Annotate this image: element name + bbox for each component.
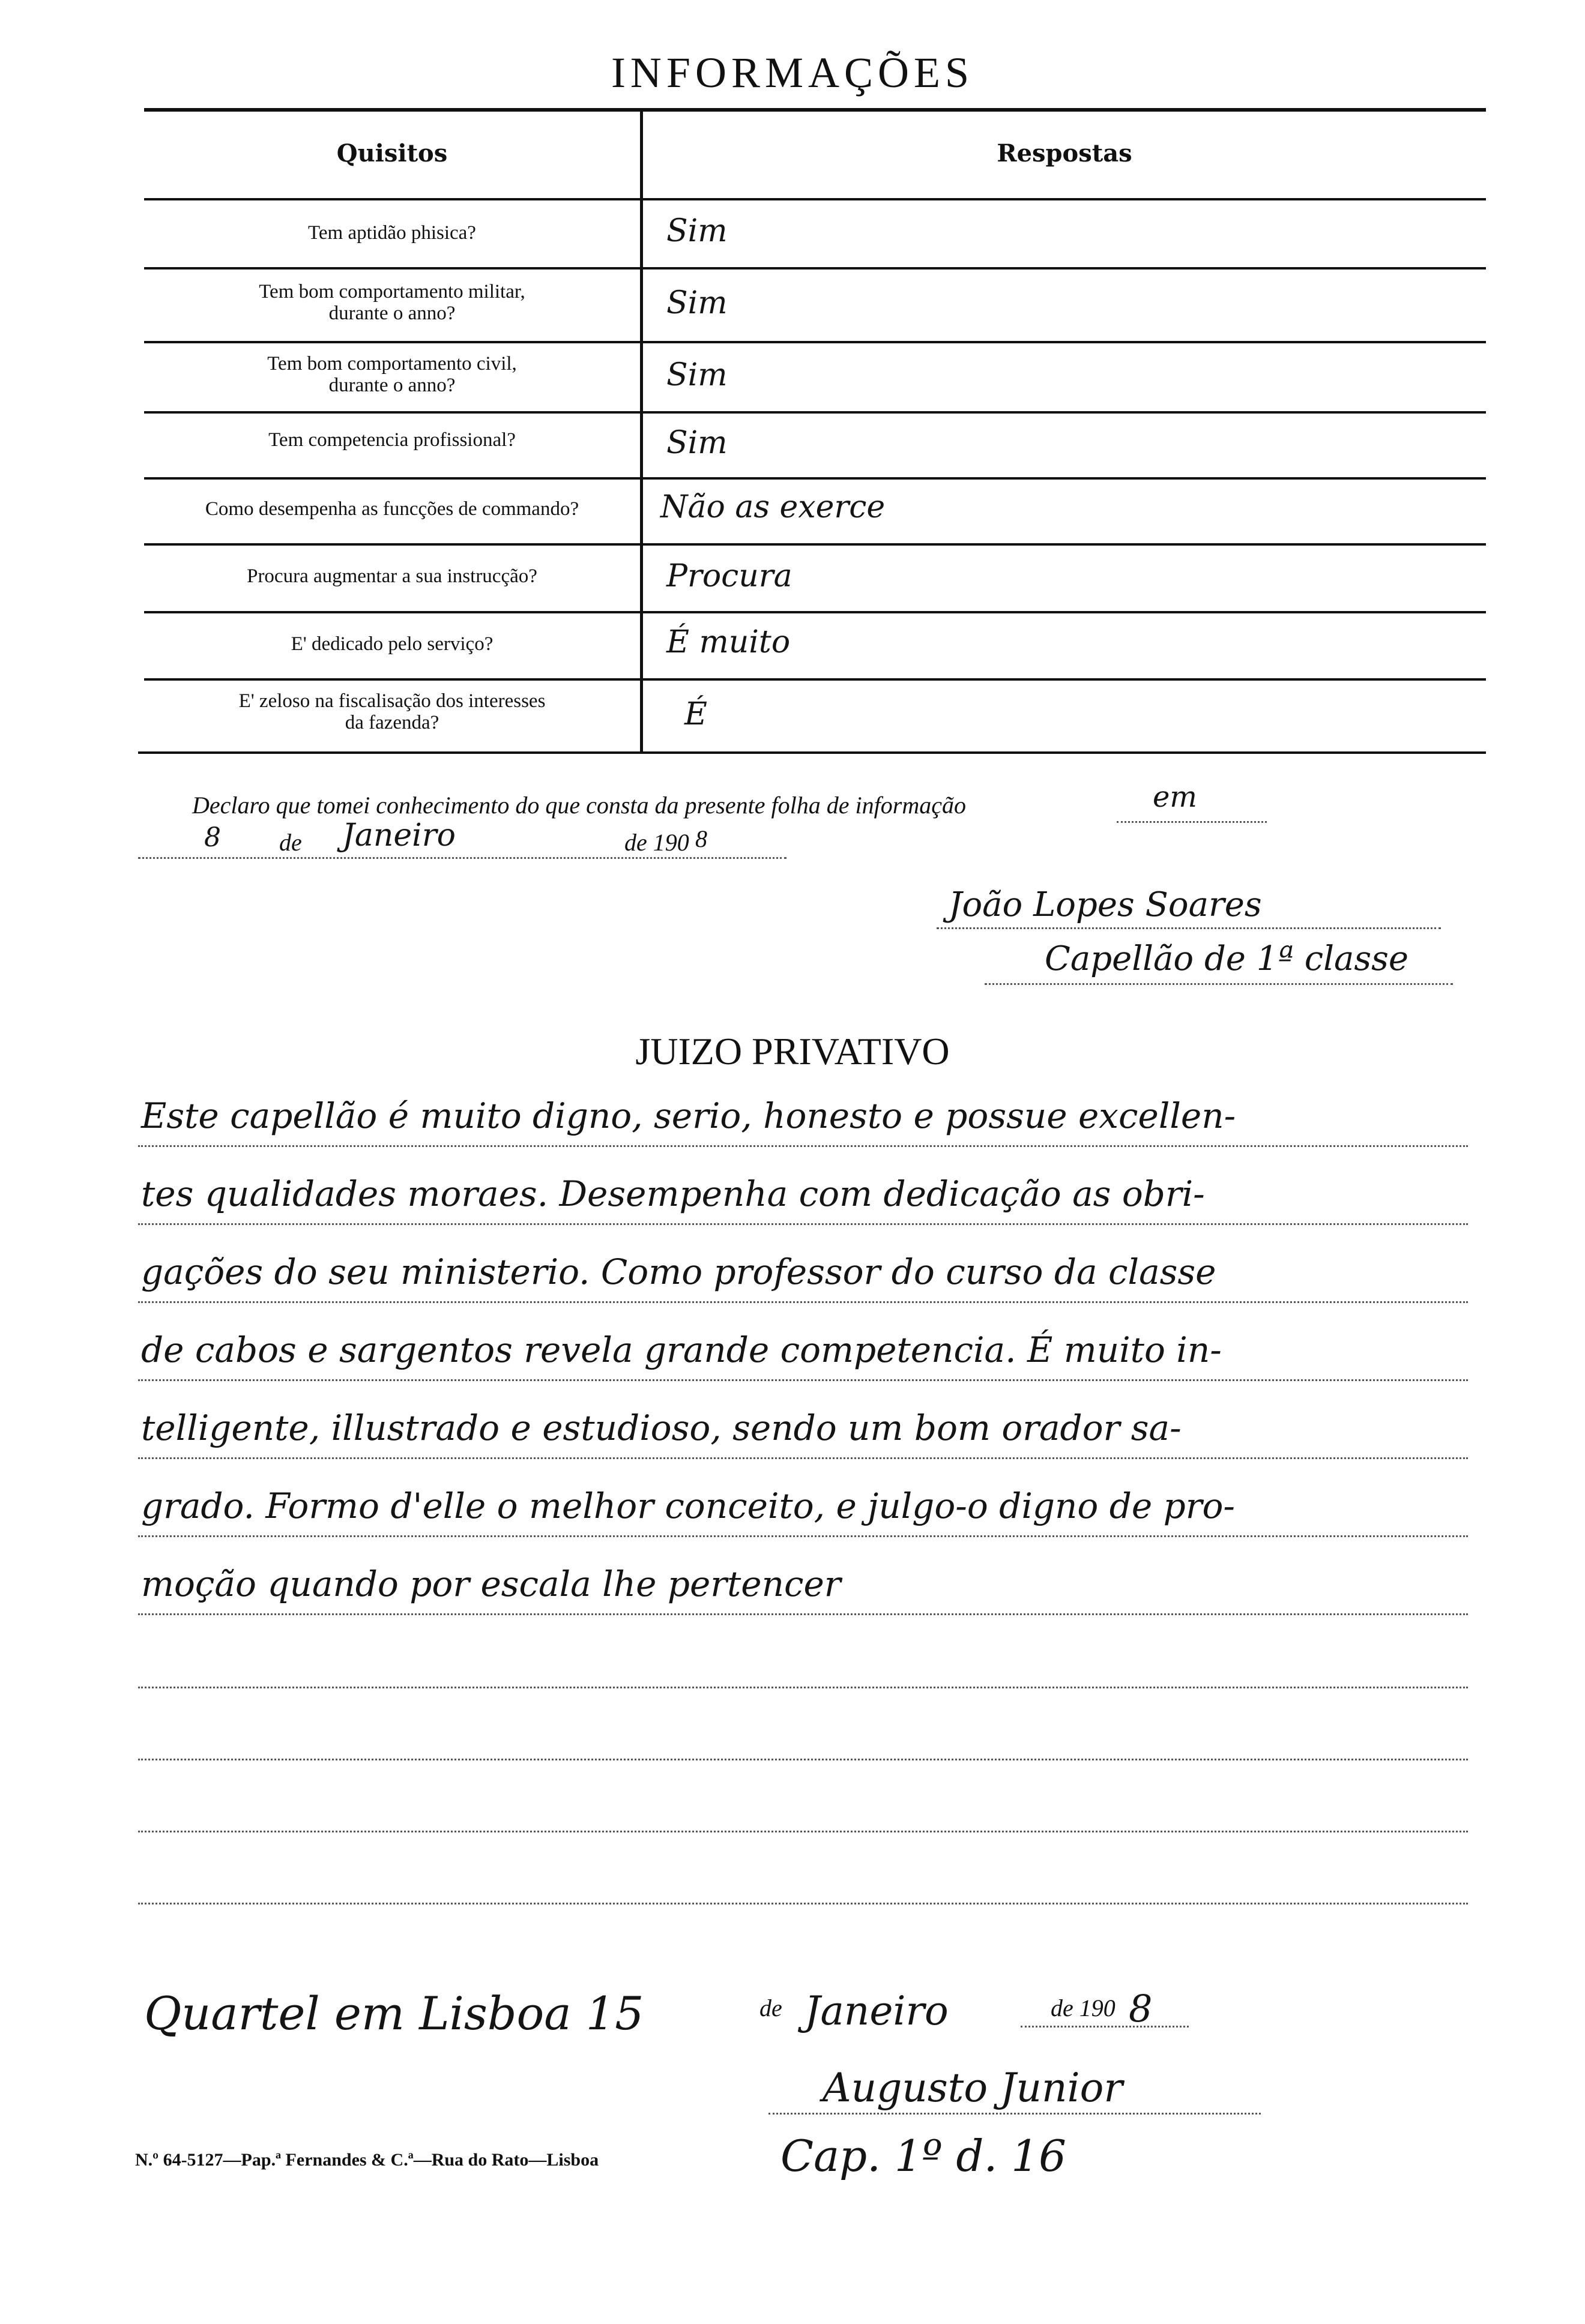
juizo-dotline [138, 1301, 1468, 1303]
row-rule [144, 411, 1486, 414]
declaration-day: 8 [204, 822, 221, 853]
declaration-signature: João Lopes Soares [949, 885, 1262, 924]
quisito-4: Tem competencia profissional? [268, 429, 516, 451]
juizo-line-1: Este capellão é muito digno, serio, honesto e possue excellen- [141, 1095, 1236, 1136]
resposta-2: Sim [666, 285, 728, 321]
closing-signature-rank: Cap. 1º d. 16 [780, 2131, 1066, 2181]
empty-dotline [138, 1759, 1468, 1760]
juizo-line-6: grado. Formo d'elle o melhor conceito, e julgo-o digno de pro- [141, 1486, 1235, 1526]
resposta-4: Sim [666, 425, 728, 461]
quisito-3: Tem bom comportamento civil, durante o anno? [267, 353, 517, 396]
row-rule [144, 477, 1486, 480]
table-bottom-rule [138, 751, 1486, 754]
row-rule [144, 267, 1486, 269]
resposta-6: Procura [666, 558, 792, 594]
declaration-month: Janeiro [342, 817, 456, 853]
page-title: INFORMAÇÕES [611, 49, 974, 97]
closing-place-date: Quartel em Lisboa 15 [144, 1987, 644, 2040]
juizo-dotline [138, 1535, 1468, 1537]
closing-de2: de 190 [1051, 1994, 1116, 2021]
empty-dotline [138, 1687, 1468, 1688]
declaration-de2: de 190 [624, 829, 689, 856]
juizo-dotline [138, 1457, 1468, 1459]
row-rule [144, 543, 1486, 546]
juizo-dotline [138, 1223, 1468, 1225]
juizo-line-4: de cabos e sargentos revela grande competencia. É muito in- [141, 1329, 1222, 1370]
row-rule [144, 341, 1486, 343]
declaration-dotline-1 [1117, 821, 1267, 823]
empty-dotline [138, 1903, 1468, 1904]
juizo-dotline [138, 1145, 1468, 1147]
juizo-line-7: moção quando por escala lhe pertencer [141, 1564, 841, 1604]
empty-dotline [138, 1831, 1468, 1832]
resposta-8: É [684, 696, 707, 732]
row-rule [144, 678, 1486, 681]
juizo-line-5: telligente, illustrado e estudioso, sendo um bom orador sa- [141, 1407, 1182, 1448]
closing-month: Janeiro [805, 1988, 949, 2034]
resposta-7: É muito [666, 624, 791, 660]
resposta-5: Não as exerce [660, 489, 886, 525]
closing-de1: de [759, 1994, 782, 2021]
quisito-6: Procura augmentar a sua instrucção? [247, 565, 537, 587]
table-top-rule [144, 108, 1486, 112]
quisito-7: E' dedicado pelo serviço? [291, 633, 494, 655]
declaration-em: em [1153, 780, 1197, 814]
signature-dotline-2 [985, 983, 1453, 985]
juizo-dotline [138, 1379, 1468, 1381]
table-column-divider [640, 112, 643, 754]
quisito-8: E' zeloso na fiscalisação dos interesses da fazenda? [238, 690, 546, 733]
juizo-dotline [138, 1613, 1468, 1615]
row-rule [144, 611, 1486, 613]
header-quisitos: Quisitos [336, 139, 448, 167]
resposta-3: Sim [666, 357, 728, 393]
quisito-2: Tem bom comportamento militar, durante o anno? [259, 281, 525, 324]
declaration-year-digit: 8 [695, 825, 707, 852]
quisito-5: Como desempenha as funcções de commando? [205, 498, 579, 520]
resposta-1: Sim [666, 213, 728, 249]
juizo-line-2: tes qualidades moraes. Desempenha com dedicação as obri- [141, 1173, 1205, 1214]
quisito-1: Tem aptidão phisica? [308, 222, 476, 244]
juizo-line-3: gações do seu ministerio. Como professor do curso da classe [141, 1251, 1216, 1292]
closing-signature: Augusto Junior [823, 2065, 1123, 2111]
closing-year-digit: 8 [1129, 1987, 1153, 2030]
header-rule [144, 198, 1486, 200]
signature-dotline-1 [937, 927, 1441, 929]
closing-dotline [1021, 2026, 1189, 2027]
header-respostas: Respostas [997, 139, 1132, 167]
juizo-title: JUIZO PRIVATIVO [635, 1030, 950, 1073]
declaration-dotline-2 [138, 857, 786, 859]
declaration-text: Declaro que tomei conhecimento do que consta da presente folha de informação [192, 792, 966, 819]
printer-imprint: N.º 64-5127—Pap.ª Fernandes & C.ª—Rua do Rato—Lisboa [135, 2150, 599, 2170]
signature-dotline-3 [768, 2113, 1261, 2115]
declaration-de1: de [279, 829, 302, 856]
declaration-role: Capellão de 1ª classe [1045, 939, 1409, 978]
